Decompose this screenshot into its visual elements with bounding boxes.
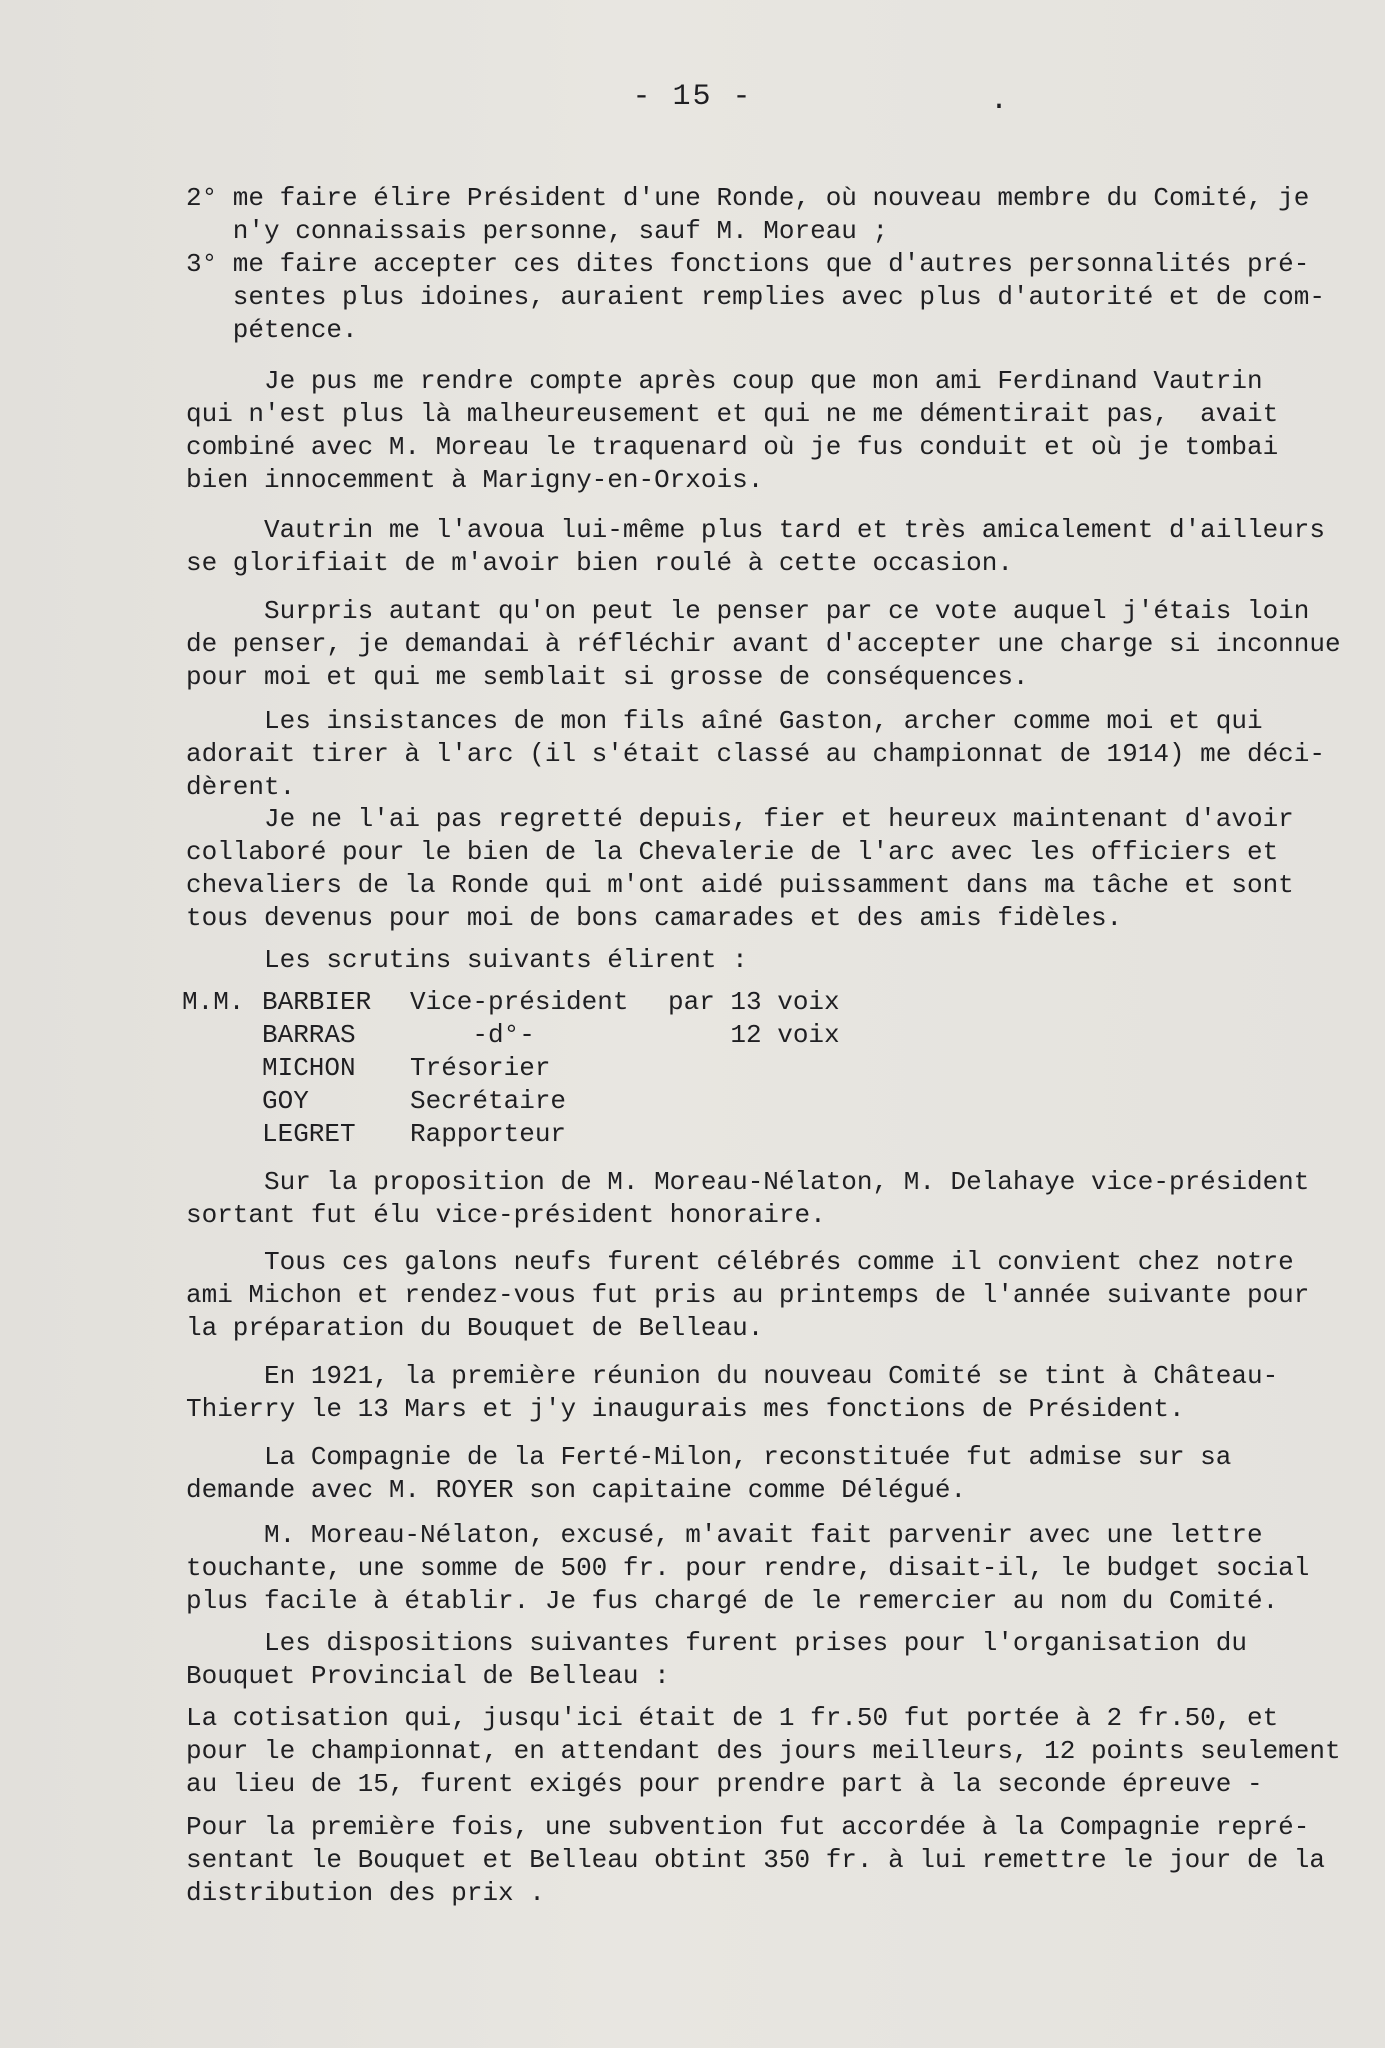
text-line: M. Moreau-Nélaton, excusé, m'avait fait parvenir avec une lettre — [186, 1520, 1263, 1550]
vote-count: 12 voix — [668, 1020, 840, 1050]
text-line: En 1921, la première réunion du nouveau Comité se tint à Château- — [186, 1361, 1279, 1391]
text-line: au lieu de 15, furent exigés pour prendre part à la seconde épreuve - — [186, 1769, 1263, 1799]
paragraph — [0, 182, 1385, 347]
paragraph — [0, 1519, 1385, 1618]
text-line: dèrent. — [186, 772, 296, 802]
member-name: BARBIER — [262, 987, 372, 1017]
member-name: BARRAS — [262, 1020, 356, 1050]
text-line: Thierry le 13 Mars et j'y inaugurais mes fonctions de Président. — [186, 1394, 1185, 1424]
text-line: collaboré pour le bien de la Chevalerie de l'arc avec les officiers et — [186, 837, 1279, 867]
text-line: 2° me faire élire Président d'une Ronde, où nouveau membre du Comité, je — [186, 183, 1310, 213]
text-line: distribution des prix . — [186, 1878, 545, 1908]
paragraph — [0, 1811, 1385, 1910]
text-line: Surpris autant qu'on peut le penser par ce vote auquel j'étais loin — [186, 596, 1310, 626]
text-line: sentant le Bouquet et Belleau obtint 350 fr. à lui remettre le jour de la — [186, 1845, 1325, 1875]
paragraph — [0, 365, 1385, 497]
text-line: La cotisation qui, jusqu'ici était de 1 fr.50 fut portée à 2 fr.50, et — [186, 1703, 1279, 1733]
paragraph — [0, 514, 1385, 580]
member-name: LEGRET — [262, 1119, 356, 1149]
paragraph — [0, 1441, 1385, 1507]
paragraph — [0, 1702, 1385, 1801]
text-line: combiné avec M. Moreau le traquenard où je fus conduit et où je tombai — [186, 432, 1279, 462]
text-line: adorait tirer à l'arc (il s'était classé au championnat de 1914) me déci- — [186, 739, 1325, 769]
text-line: qui n'est plus là malheureusement et qui ne me démentirait pas, avait — [186, 399, 1279, 429]
text-line: se glorifiait de m'avoir bien roulé à cette occasion. — [186, 548, 1013, 578]
text-line: la préparation du Bouquet de Belleau. — [186, 1313, 764, 1343]
text-line: ami Michon et rendez-vous fut pris au printemps de l'année suivante pour — [186, 1280, 1310, 1310]
member-role: Vice-président — [410, 987, 629, 1017]
text-line: demande avec M. ROYER son capitaine comme Délégué. — [186, 1475, 967, 1505]
text-line: La Compagnie de la Ferté-Milon, reconstituée fut admise sur sa — [186, 1442, 1232, 1472]
member-role: Rapporteur — [410, 1119, 567, 1149]
text-line: sortant fut élu vice-président honoraire. — [186, 1200, 826, 1230]
paragraph — [0, 595, 1385, 694]
member-name: MICHON — [262, 1053, 356, 1083]
text-line: tous devenus pour moi de bons camarades et des amis fidèles. — [186, 903, 1123, 933]
text-line: pétence. — [186, 315, 358, 345]
paragraph — [0, 1166, 1385, 1232]
text-line: plus facile à établir. Je fus chargé de le remercier au nom du Comité. — [186, 1586, 1279, 1616]
paragraph — [0, 1246, 1385, 1345]
text-line: Les insistances de mon fils aîné Gaston, archer comme moi et qui — [186, 706, 1263, 736]
text-line: pour moi et qui me semblait si grosse de conséquences. — [186, 662, 1029, 692]
member-role: -d°- — [410, 1020, 535, 1050]
text-line: n'y connaissais personne, sauf M. Moreau ; — [186, 216, 889, 246]
text-line: Vautrin me l'avoua lui-même plus tard et très amicalement d'ailleurs — [186, 515, 1325, 545]
text-line: Les scrutins suivants élirent : — [186, 945, 748, 975]
text-line: de penser, je demandai à réfléchir avant d'accepter une charge si inconnue — [186, 629, 1341, 659]
paragraph — [0, 1627, 1385, 1693]
text-line: Les dispositions suivantes furent prises pour l'organisation du — [186, 1628, 1247, 1658]
paragraph — [0, 705, 1385, 804]
paragraph — [0, 944, 1385, 977]
text-line: bien innocemment à Marigny-en-Orxois. — [186, 465, 764, 495]
member-role: Secrétaire — [410, 1086, 567, 1116]
text-line: touchante, une somme de 500 fr. pour rendre, disait-il, le budget social — [186, 1553, 1310, 1583]
text-line: sentes plus idoines, auraient remplies avec plus d'autorité et de com- — [186, 282, 1325, 312]
vote-count: par 13 voix — [668, 987, 840, 1017]
text-line: Pour la première fois, une subvention fut accordée à la Compagnie repré- — [186, 1812, 1310, 1842]
text-line: Je ne l'ai pas regretté depuis, fier et heureux maintenant d'avoir — [186, 804, 1294, 834]
text-line: pour le championnat, en attendant des jours meilleurs, 12 points seulement — [186, 1736, 1341, 1766]
text-line: Bouquet Provincial de Belleau : — [186, 1661, 670, 1691]
ink-dot: . — [990, 84, 1009, 118]
paragraph — [0, 803, 1385, 935]
page-number: - 15 - — [632, 80, 753, 114]
member-name: GOY — [262, 1086, 309, 1116]
text-line: Tous ces galons neufs furent célébrés comme il convient chez notre — [186, 1247, 1294, 1277]
text-line: 3° me faire accepter ces dites fonctions que d'autres personnalités pré- — [186, 249, 1310, 279]
text-line: Sur la proposition de M. Moreau-Nélaton, M. Delahaye vice-président — [186, 1167, 1310, 1197]
member-role: Trésorier — [410, 1053, 551, 1083]
text-line: Je pus me rendre compte après coup que mon ami Ferdinand Vautrin — [186, 366, 1263, 396]
text-line: chevaliers de la Ronde qui m'ont aidé puissamment dans ma tâche et sont — [186, 870, 1294, 900]
honorific-prefix: M.M. — [182, 987, 245, 1017]
paragraph — [0, 1360, 1385, 1426]
